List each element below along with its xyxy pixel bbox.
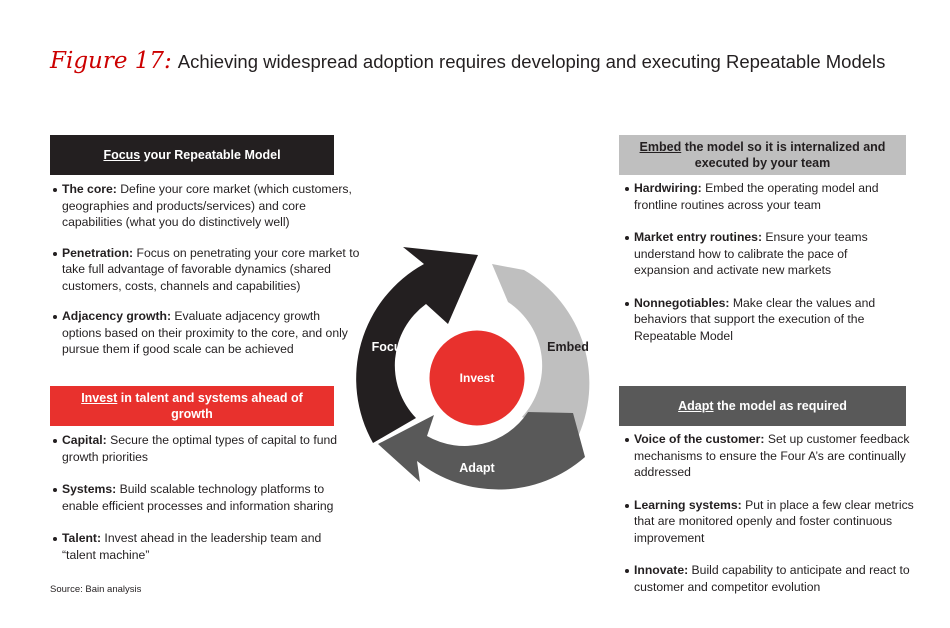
- list-item: Capital: Secure the optimal types of capital to fund growth priorities: [52, 432, 352, 465]
- focus-header-text: your Repeatable Model: [140, 148, 281, 162]
- list-item: Hardwiring: Embed the operating model and frontline routines across your team: [624, 180, 894, 213]
- invest-header-keyword: Invest: [81, 391, 118, 405]
- list-item: Adjacency growth: Evaluate adjacency growth options based on their proximity to the core, and only pursue them if good scale can be achieved: [52, 308, 362, 358]
- list-item: Nonnegotiables: Make clear the values and behaviors that support the execution of the Repeatable Model: [624, 295, 894, 345]
- list-item: Penetration: Focus on penetrating your core market to take full advantage of favorable dynamics (shared customers, costs, channels and capabilities): [52, 245, 362, 295]
- list-item: The core: Define your core market (which customers, geographies and products/services) and core capabilities (what you do distinctively well): [52, 181, 362, 231]
- invest-center-label: Invest: [459, 371, 495, 385]
- list-item: Voice of the customer: Set up customer feedback mechanisms to ensure the Four A’s are continually addressed: [624, 431, 914, 481]
- list-item: Innovate: Build capability to anticipate and react to customer and competitor evolution: [624, 562, 914, 595]
- embed-header-text: the model so it is internalized and executed by your team: [681, 140, 886, 170]
- focus-header-keyword: Focus: [103, 148, 141, 162]
- invest-header-text: in talent and systems ahead of growth: [117, 391, 303, 421]
- list-item: Systems: Build scalable technology platforms to enable efficient processes and information sharing: [52, 481, 352, 514]
- embed-header-keyword: Embed: [639, 140, 682, 154]
- embed-segment-label: Embed: [547, 340, 589, 354]
- list-item: Market entry routines: Ensure your teams understand how to calibrate the pace of expansion and activate new markets: [624, 229, 894, 279]
- source-note: Source: Bain analysis: [50, 584, 142, 595]
- adapt-header-keyword: Adapt: [678, 399, 714, 413]
- figure-title-text: Achieving widespread adoption requires developing and executing Repeatable Models: [177, 51, 886, 72]
- adapt-segment-label: Adapt: [459, 461, 495, 475]
- focus-segment-label: Focus: [371, 340, 409, 354]
- list-item: Learning systems: Put in place a few clear metrics that are monitored openly and foster continuous improvement: [624, 497, 914, 547]
- adapt-header-text: the model as required: [713, 399, 847, 413]
- list-item: Talent: Invest ahead in the leadership team and “talent machine”: [52, 530, 352, 563]
- figure-number: Figure 17:: [50, 48, 172, 74]
